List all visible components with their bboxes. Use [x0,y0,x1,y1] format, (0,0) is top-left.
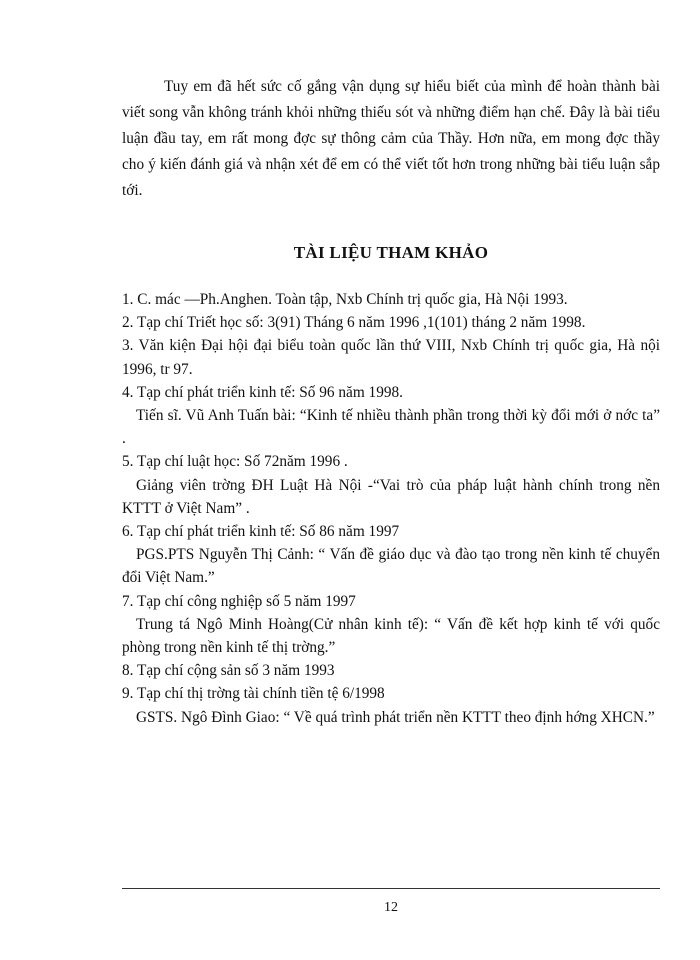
page-number: 12 [384,900,398,915]
reference-item: 5. Tạp chí luật học: Số 72năm 1996 . [122,453,348,471]
reference-article: GSTS. Ngô Đình Giao: “ Về quá trình phát triển nền KTTT theo định hớng XHCN.” [136,708,655,726]
intro-section [122,74,660,204]
footer-divider [122,888,660,889]
reference-item: 1. C. mác —Ph.Anghen. Toàn tập, Nxb Chính trị quốc gia, Hà Nội 1993. [122,291,568,308]
reference-item: 4. Tạp chí phát triển kinh tế: Số 96 năm 1998. [122,383,403,401]
intro-paragraph: Tuy em đã hết sức cố gắng vận dụng sự hiểu biết của mình để hoàn thành bài viết song vẫn không tránh khỏi những thiếu sót và những điểm hạn chế. Đây là bài tiểu luận đầu tay, em rất mong đợc sự thông cảm của Thầy. Hơn nữa, em mong đợc thầy cho ý kiến đánh giá và nhận xét để em có thể viết tốt hơn trong những bài tiểu luận sắp tới. [122,78,660,199]
reference-item: 2. Tạp chí Triết học số: 3(91) Tháng 6 năm 1996 ,1(101) tháng 2 năm 1998. [122,314,586,332]
reference-article: PGS.PTS Nguyễn Thị Cảnh: “ Vấn đề giáo dục và đào tạo trong nền kinh tế chuyển đổi Việt Nam.” [122,546,660,587]
references-heading: TÀI LIỆU THAM KHẢO [293,243,489,262]
reference-item: 8. Tạp chí cộng sản số 3 năm 1993 [122,662,335,680]
reference-item: 7. Tạp chí công nghiệp số 5 năm 1997 [122,592,356,610]
reference-item: 6. Tạp chí phát triển kinh tế: Số 86 năm 1997 [122,523,400,541]
reference-article: Giảng viên trờng ĐH Luật Hà Nội -“Vai trò của pháp luật hành chính trong nền KTTT ở Việt Nam” . [122,476,660,517]
reference-article: Tiến sĩ. Vũ Anh Tuấn bài: “Kinh tế nhiều thành phần trong thời kỳ đổi mới ở nớc ta” . [122,407,660,448]
reference-item: 3. Văn kiện Đại hội đại biểu toàn quốc lần thứ VIII, Nxb Chính trị quốc gia, Hà nội 1996, tr 97. [122,337,660,378]
reference-item: 9. Tạp chí thị trờng tài chính tiền tệ 6/1998 [122,685,385,703]
references-list [122,288,660,729]
reference-article: Trung tá Ngô Minh Hoàng(Cử nhân kinh tế): “ Vấn đề kết hợp kinh tế với quốc phòng trong nền kinh tế thị trờng.” [122,615,660,657]
